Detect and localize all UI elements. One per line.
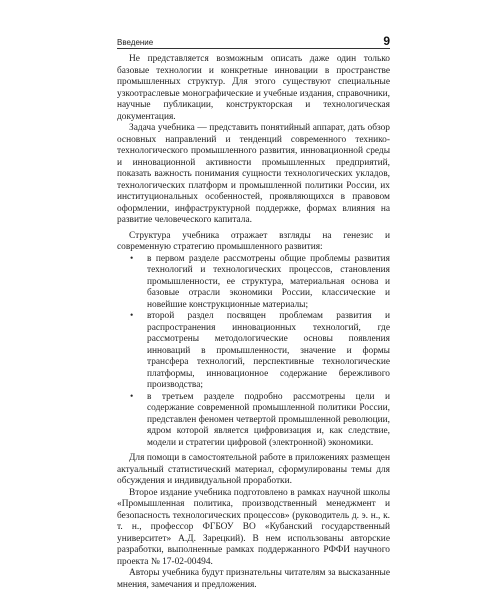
paragraph-structure: Структура учебника отражает взгляды на генезис и современную стратегию промышленного развития: [117,230,390,252]
bullet-icon: • [130,311,134,321]
paragraph-edition: Второе издание учебника подготовлено в рамках научной школы «Промышленная политика, производственный менеджмент и безопасность технологических процессов» (руководитель д. э. н., к. т. н., профессор ФГБОУ ВО «Кубанский государственный университет» А.Д. Зарецкий). В нем использованы авторские разработки, выполненные рамках поддержанного РФФИ научного проекта № 17-02-00494. [117,487,390,567]
page-number: 9 [383,34,390,48]
list-item-text: в первом разделе рассмотрены общие проблемы развития технологий и технологических процессов, становления промышленности, ее структура, материальная основа и базовые отрасли экономики России, классические и новейшие конструкционные материалы; [147,253,390,310]
list-item [117,254,390,312]
list-item-text: второй раздел посвящен проблемам развития и распространения инновационных технологий, где рассмотрены методологические основы появления инноваций в промышленности, значение и формы трансфера технологий, перспективные технологические платформы, инновационное содержание бережливого производства; [147,311,390,390]
paragraph-feedback: Авторы учебника будут признательны читателям за высказанные мнения, замечания и предложения. [117,568,390,590]
paragraph-task: Задача учебника — представить понятийный аппарат, дать обзор основных направлений и тенденций современного технико-технологического промышленного развития, инновационной среды и инновационной активности промышленных предприятий, показать важность понимания сущности технологических укладов, технологических платформ и промышленной политики России, их институциональных особенностей, проявляющихся в правовом оформлении, инфраструктурной поддержке, формах влияния на развитие человеческого капитала. [117,123,390,225]
list-item [117,311,390,392]
list-item-text: в третьем разделе подробно рассмотрены цели и содержание современной промышленной политики России, представлен феномен четвертой промышленной революции, ядром которой является цифровизация и, как следствие, модели и стратегии цифровой (электронной) экономики. [147,391,390,448]
structure-list [117,254,390,450]
page-body [117,54,390,591]
paragraph-appendix: Для помощи в самостоятельной работе в приложениях размещен актуальный статистический материал, сформулированы темы для обсуждения и индивидуальной проработки. [117,453,390,486]
bullet-icon: • [130,253,134,264]
running-header [117,34,390,49]
bullet-icon: • [130,391,134,402]
paragraph-scope: Не представляется возможным описать даже один только базовые технологии и конкретные инновации в пространстве промышленных структур. Для этого существуют специальные узкоотраслевые монографические и учебные издания, справочники, научные публикации, конструкторская и технологическая документация. [117,54,390,122]
section-title: Введение [117,38,154,47]
list-item [117,392,390,450]
